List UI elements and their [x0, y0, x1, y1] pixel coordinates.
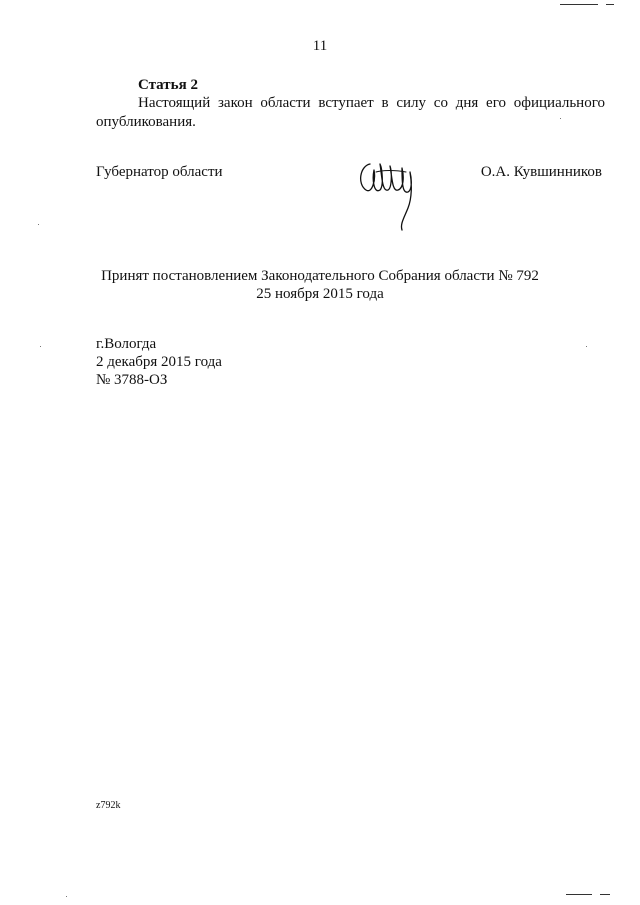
scan-mark-bottom — [566, 894, 592, 895]
signing-place: г.Вологда — [96, 336, 157, 352]
footer-code: z792k — [96, 800, 121, 811]
scan-dot — [38, 224, 39, 225]
governor-title: Губернатор области — [96, 164, 223, 180]
article-text-line-2: опубликования. — [96, 114, 196, 130]
scan-mark-top-small — [606, 4, 614, 5]
scan-dot — [586, 346, 587, 347]
article-text — [96, 94, 605, 132]
handwritten-signature — [352, 150, 432, 235]
article-heading: Статья 2 — [138, 77, 198, 93]
scan-dot — [560, 118, 561, 119]
signing-date: 2 декабря 2015 года — [96, 354, 222, 370]
scan-dot — [40, 346, 41, 347]
governor-name: О.А. Кувшинников — [480, 164, 602, 180]
scan-mark-top — [560, 4, 598, 5]
law-number: № 3788-ОЗ — [96, 372, 168, 388]
adoption-date: 25 ноября 2015 года — [256, 286, 384, 302]
page-number: 11 — [312, 38, 328, 54]
article-text-line-1: Настоящий закон области вступает в силу со дня его официального — [138, 95, 605, 111]
adoption-statement: Принят постановлением Законодательного Собрания области № 792 — [101, 268, 539, 284]
scan-dot — [66, 896, 67, 897]
scan-mark-bottom-small — [600, 894, 610, 895]
